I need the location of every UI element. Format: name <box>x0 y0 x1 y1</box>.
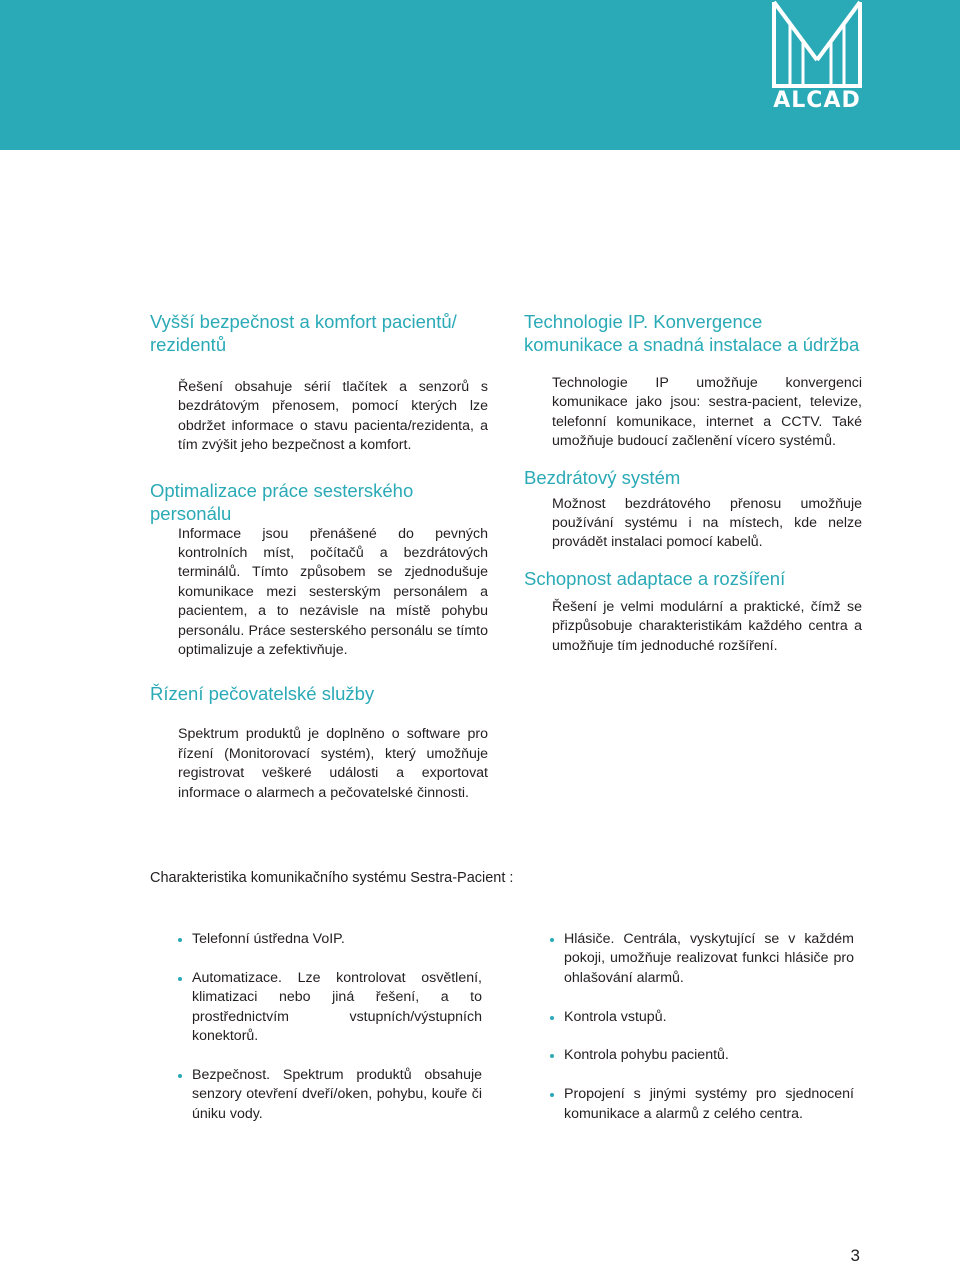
list-item: Hlásiče. Centrála, vyskytující se v každém pokoji, umožňuje realizovat funkci hlásiče pro ohlašování alarmů. <box>550 930 854 988</box>
text-wireless: Možnost bezdrátového přenosu umožňuje používání systému i na místech, kde nelze provádět instalaci pomocí kabelů. <box>552 495 862 551</box>
heading-optimization: Optimalizace práce sesterského personálu <box>150 479 414 524</box>
alcad-logo-mark <box>770 0 864 90</box>
text-optimization: Informace jsou přenášené do pevných kontrolních míst, počítačů a bezdrátových terminálů. Tímto způsobem se zjednodušuje komunikace mezi sesterským personálem a pacientem, a to nezávisle na místě pohybu personálu. Práce sesterského personálu se tímto optimalizuje a zefektivňuje. <box>178 525 488 659</box>
text-adaptability: Řešení je velmi modulární a praktické, čímž se přizpůsobuje charakteristikám každého centra a umožňuje tím jednoduché rozšíření. <box>552 598 862 654</box>
text-care-management: Spektrum produktů je doplněno o software pro řízení (Monitorovací systém), který umožňuje registrovat veškeré události a exportovat informace o alarmech a pečovatelské činnosti. <box>178 726 488 801</box>
heading-wireless: Bezdrátový systém <box>524 466 681 488</box>
list-item: Propojení s jinými systémy pro sjednocení komunikace a alarmů z celého centra. <box>550 1085 854 1124</box>
heading-safety: Vyšší bezpečnost a komfort pacientů/ rezidentů <box>150 311 457 355</box>
logo-text: ALCAD <box>773 88 861 113</box>
list-item: Bezpečnost. Spektrum produktů obsahuje senzory otevření dveří/oken, pohybu, kouře či úniku vody. <box>178 1066 482 1124</box>
text-safety: Řešení obsahuje sérií tlačítek a senzorů s bezdrátovým přenosem, pomocí kterých lze obdržet informace o stavu pacienta/rezidenta, a tím zvýšit jeho bezpečnost a komfort. <box>178 379 488 454</box>
list-item: Telefonní ústředna VoIP. <box>178 930 482 949</box>
page-number: 3 <box>850 1246 860 1265</box>
text-ip-technology: Technologie IP umožňuje konvergenci komunikace jako jsou: sestra-pacient, televize, telefonní komunikace, internet a CCTV. Také umožňuje budoucí začlenění vícero systémů. <box>552 375 862 450</box>
list-item: Kontrola pohybu pacientů. <box>550 1046 854 1065</box>
feature-list-left <box>178 930 482 1143</box>
list-item: Kontrola vstupů. <box>550 1008 854 1027</box>
right-column <box>524 310 862 656</box>
heading-ip-technology: Technologie IP. Konvergence komunikace a snadná instalace a údržba <box>524 311 860 355</box>
list-item: Automatizace. Lze kontrolovat osvětlení, klimatizaci nebo jiná řešení, a to prostřednictvím vstupních/výstupních konektorů. <box>178 969 482 1047</box>
characteristics-intro: Charakteristika komunikačního systému Sestra-Pacient : <box>150 870 514 886</box>
heading-care-management: Řízení pečovatelské služby <box>150 683 375 705</box>
left-column <box>150 310 488 803</box>
heading-adaptability: Schopnost adaptace a rozšíření <box>524 567 786 589</box>
alcad-logo <box>770 0 864 114</box>
feature-list-right <box>550 930 854 1143</box>
